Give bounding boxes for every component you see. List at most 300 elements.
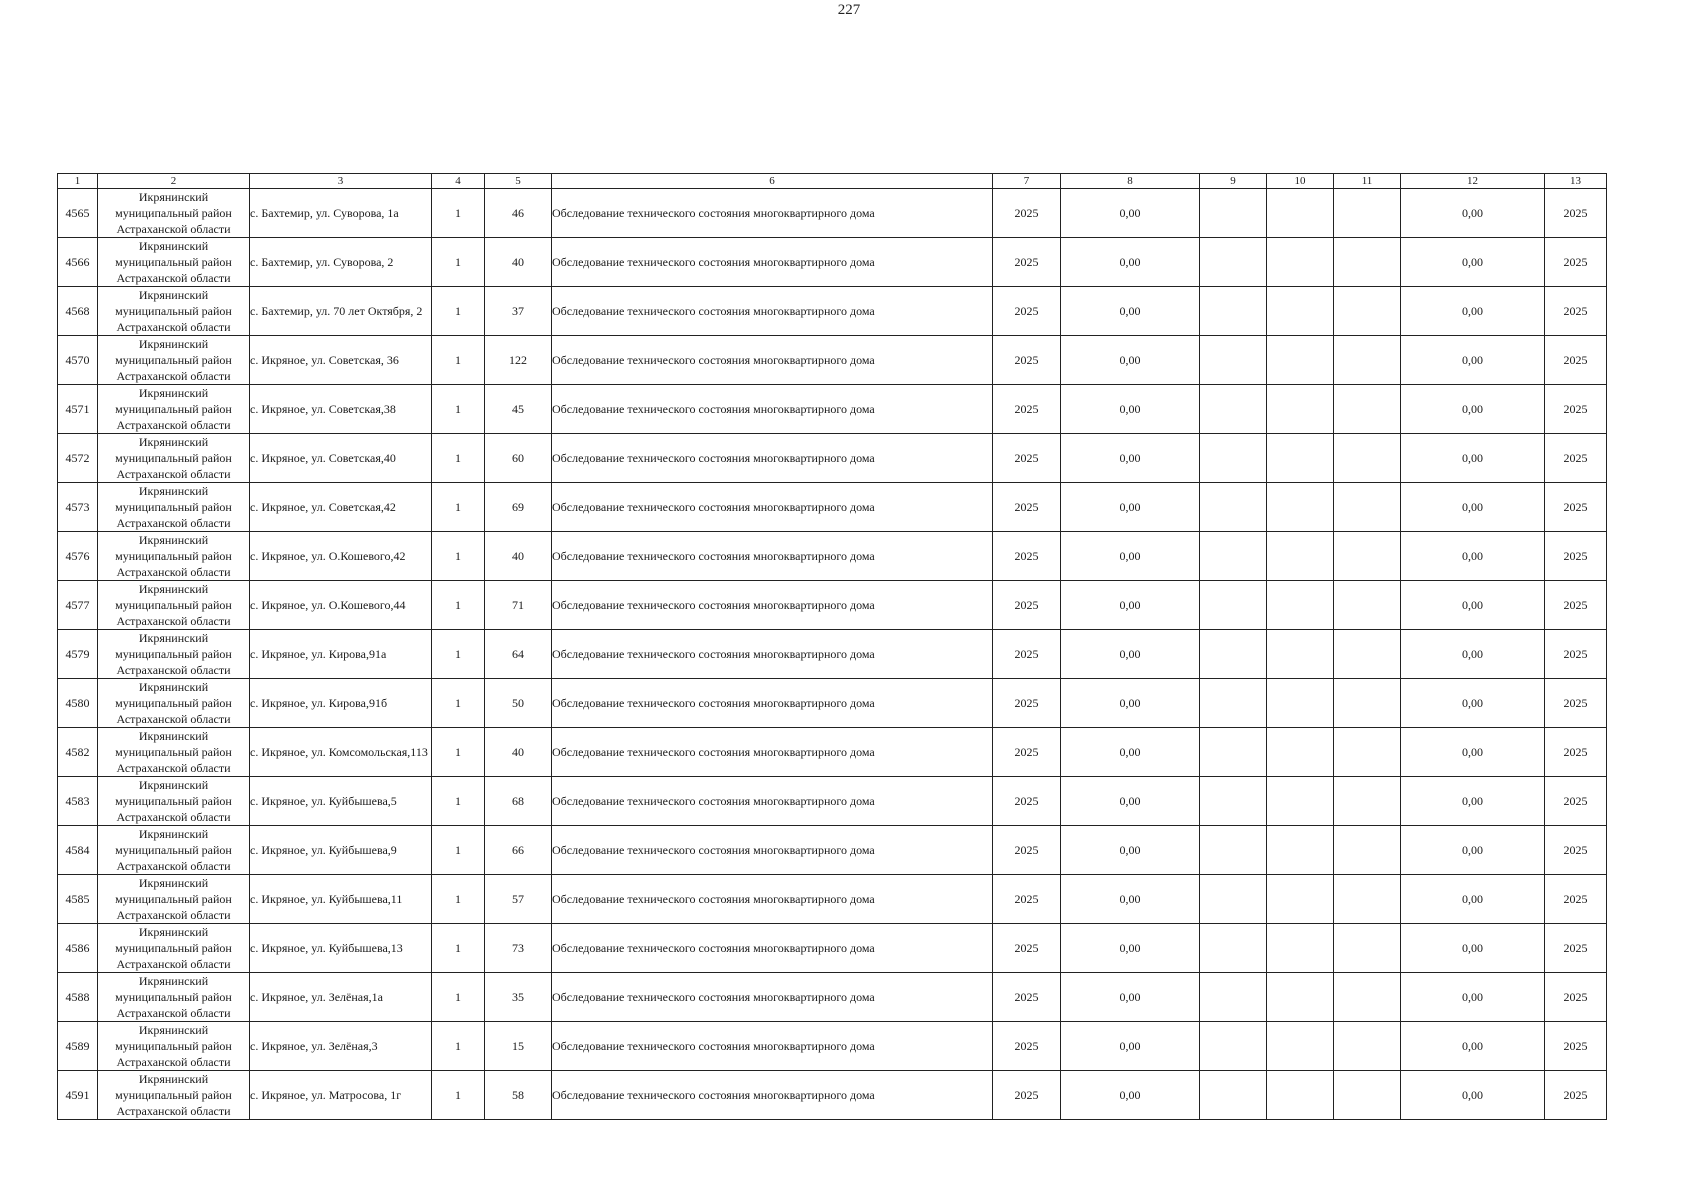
column-10-cell bbox=[1267, 238, 1334, 287]
address-cell: с. Икряное, ул. Зелёная,1а bbox=[250, 973, 432, 1022]
district-line: Астраханской области bbox=[116, 565, 231, 579]
count-cell: 57 bbox=[485, 875, 552, 924]
column-9-cell bbox=[1200, 483, 1267, 532]
work-type-cell: Обследование технического состояния многоквартирного дома bbox=[552, 532, 993, 581]
cost-total-cell: 0,00 bbox=[1401, 973, 1545, 1022]
address-cell: с. Икряное, ул. Зелёная,3 bbox=[250, 1022, 432, 1071]
address-cell: с. Икряное, ул. Советская,38 bbox=[250, 385, 432, 434]
cost-total-cell: 0,00 bbox=[1401, 875, 1545, 924]
column-9-cell bbox=[1200, 189, 1267, 238]
work-type-cell: Обследование технического состояния многоквартирного дома bbox=[552, 1022, 993, 1071]
entrances-cell: 1 bbox=[432, 728, 485, 777]
table-row bbox=[58, 728, 1607, 777]
record-number-cell: 4572 bbox=[58, 434, 98, 483]
district-line: муниципальный район bbox=[115, 549, 232, 563]
cost-cell: 0,00 bbox=[1061, 189, 1200, 238]
district-line: муниципальный район bbox=[115, 451, 232, 465]
cost-total-cell: 0,00 bbox=[1401, 434, 1545, 483]
column-11-cell bbox=[1334, 924, 1401, 973]
district-cell bbox=[98, 189, 250, 238]
completion-year-cell: 2025 bbox=[1545, 973, 1607, 1022]
column-9-cell bbox=[1200, 581, 1267, 630]
cost-cell: 0,00 bbox=[1061, 630, 1200, 679]
address-cell: с. Икряное, ул. Советская,42 bbox=[250, 483, 432, 532]
cost-total-cell: 0,00 bbox=[1401, 336, 1545, 385]
year-cell: 2025 bbox=[993, 1022, 1061, 1071]
column-10-cell bbox=[1267, 483, 1334, 532]
table-row bbox=[58, 1071, 1607, 1120]
completion-year-cell: 2025 bbox=[1545, 189, 1607, 238]
year-cell: 2025 bbox=[993, 679, 1061, 728]
column-9-cell bbox=[1200, 238, 1267, 287]
year-cell: 2025 bbox=[993, 336, 1061, 385]
cost-total-cell: 0,00 bbox=[1401, 189, 1545, 238]
completion-year-cell: 2025 bbox=[1545, 826, 1607, 875]
cost-cell: 0,00 bbox=[1061, 532, 1200, 581]
completion-year-cell: 2025 bbox=[1545, 385, 1607, 434]
table-header bbox=[58, 174, 1607, 189]
column-number-row bbox=[58, 174, 1607, 189]
cost-cell: 0,00 bbox=[1061, 483, 1200, 532]
district-line: Астраханской области bbox=[116, 810, 231, 824]
district-line: муниципальный район bbox=[115, 255, 232, 269]
count-cell: 15 bbox=[485, 1022, 552, 1071]
district-cell bbox=[98, 826, 250, 875]
column-header: 8 bbox=[1061, 174, 1200, 189]
column-10-cell bbox=[1267, 581, 1334, 630]
district-line: Икрянинский bbox=[138, 484, 209, 498]
column-10-cell bbox=[1267, 434, 1334, 483]
table-row bbox=[58, 336, 1607, 385]
year-cell: 2025 bbox=[993, 238, 1061, 287]
table-row bbox=[58, 679, 1607, 728]
count-cell: 37 bbox=[485, 287, 552, 336]
district-cell bbox=[98, 679, 250, 728]
column-11-cell bbox=[1334, 875, 1401, 924]
work-type-cell: Обследование технического состояния многоквартирного дома bbox=[552, 924, 993, 973]
address-cell: с. Икряное, ул. Куйбышева,9 bbox=[250, 826, 432, 875]
district-line: Икрянинский bbox=[138, 729, 209, 743]
cost-cell: 0,00 bbox=[1061, 679, 1200, 728]
district-line: муниципальный район bbox=[115, 941, 232, 955]
column-10-cell bbox=[1267, 924, 1334, 973]
column-11-cell bbox=[1334, 777, 1401, 826]
district-line: Икрянинский bbox=[138, 925, 209, 939]
year-cell: 2025 bbox=[993, 973, 1061, 1022]
entrances-cell: 1 bbox=[432, 679, 485, 728]
district-line: Икрянинский bbox=[138, 288, 209, 302]
district-cell bbox=[98, 434, 250, 483]
record-number-cell: 4566 bbox=[58, 238, 98, 287]
district-cell bbox=[98, 777, 250, 826]
entrances-cell: 1 bbox=[432, 973, 485, 1022]
cost-total-cell: 0,00 bbox=[1401, 728, 1545, 777]
completion-year-cell: 2025 bbox=[1545, 777, 1607, 826]
work-type-cell: Обследование технического состояния многоквартирного дома bbox=[552, 679, 993, 728]
completion-year-cell: 2025 bbox=[1545, 336, 1607, 385]
district-line: муниципальный район bbox=[115, 647, 232, 661]
address-cell: с. Икряное, ул. Советская, 36 bbox=[250, 336, 432, 385]
column-9-cell bbox=[1200, 973, 1267, 1022]
completion-year-cell: 2025 bbox=[1545, 875, 1607, 924]
cost-total-cell: 0,00 bbox=[1401, 1022, 1545, 1071]
table-row bbox=[58, 1022, 1607, 1071]
district-cell bbox=[98, 1022, 250, 1071]
column-9-cell bbox=[1200, 434, 1267, 483]
column-11-cell bbox=[1334, 581, 1401, 630]
district-line: Икрянинский bbox=[138, 974, 209, 988]
column-9-cell bbox=[1200, 1022, 1267, 1071]
entrances-cell: 1 bbox=[432, 924, 485, 973]
count-cell: 50 bbox=[485, 679, 552, 728]
cost-total-cell: 0,00 bbox=[1401, 679, 1545, 728]
district-line: Икрянинский bbox=[138, 1023, 209, 1037]
year-cell: 2025 bbox=[993, 630, 1061, 679]
district-line: муниципальный район bbox=[115, 843, 232, 857]
column-10-cell bbox=[1267, 189, 1334, 238]
count-cell: 40 bbox=[485, 532, 552, 581]
entrances-cell: 1 bbox=[432, 826, 485, 875]
completion-year-cell: 2025 bbox=[1545, 581, 1607, 630]
year-cell: 2025 bbox=[993, 532, 1061, 581]
count-cell: 45 bbox=[485, 385, 552, 434]
record-number-cell: 4573 bbox=[58, 483, 98, 532]
work-type-cell: Обследование технического состояния многоквартирного дома bbox=[552, 287, 993, 336]
district-line: Астраханской области bbox=[116, 614, 231, 628]
count-cell: 40 bbox=[485, 238, 552, 287]
year-cell: 2025 bbox=[993, 1071, 1061, 1120]
year-cell: 2025 bbox=[993, 826, 1061, 875]
district-cell bbox=[98, 532, 250, 581]
record-number-cell: 4589 bbox=[58, 1022, 98, 1071]
column-11-cell bbox=[1334, 287, 1401, 336]
work-type-cell: Обследование технического состояния многоквартирного дома bbox=[552, 875, 993, 924]
column-11-cell bbox=[1334, 826, 1401, 875]
address-cell: с. Икряное, ул. Советская,40 bbox=[250, 434, 432, 483]
count-cell: 60 bbox=[485, 434, 552, 483]
district-line: Икрянинский bbox=[138, 386, 209, 400]
column-9-cell bbox=[1200, 630, 1267, 679]
cost-total-cell: 0,00 bbox=[1401, 630, 1545, 679]
cost-total-cell: 0,00 bbox=[1401, 238, 1545, 287]
entrances-cell: 1 bbox=[432, 434, 485, 483]
column-header: 3 bbox=[250, 174, 432, 189]
work-type-cell: Обследование технического состояния многоквартирного дома bbox=[552, 336, 993, 385]
column-11-cell bbox=[1334, 679, 1401, 728]
work-type-cell: Обследование технического состояния многоквартирного дома bbox=[552, 630, 993, 679]
address-cell: с. Икряное, ул. О.Кошевого,44 bbox=[250, 581, 432, 630]
table-row bbox=[58, 189, 1607, 238]
district-line: Икрянинский bbox=[138, 190, 209, 204]
district-cell bbox=[98, 238, 250, 287]
district-line: Астраханской области bbox=[116, 516, 231, 530]
address-cell: с. Икряное, ул. Комсомольская,113 bbox=[250, 728, 432, 777]
cost-cell: 0,00 bbox=[1061, 875, 1200, 924]
table-row bbox=[58, 434, 1607, 483]
column-10-cell bbox=[1267, 728, 1334, 777]
cost-cell: 0,00 bbox=[1061, 581, 1200, 630]
completion-year-cell: 2025 bbox=[1545, 434, 1607, 483]
cost-cell: 0,00 bbox=[1061, 924, 1200, 973]
work-type-cell: Обследование технического состояния многоквартирного дома bbox=[552, 385, 993, 434]
work-type-cell: Обследование технического состояния многоквартирного дома bbox=[552, 189, 993, 238]
district-line: муниципальный район bbox=[115, 598, 232, 612]
address-cell: с. Бахтемир, ул. 70 лет Октября, 2 bbox=[250, 287, 432, 336]
district-cell bbox=[98, 924, 250, 973]
record-number-cell: 4565 bbox=[58, 189, 98, 238]
column-9-cell bbox=[1200, 532, 1267, 581]
district-line: Икрянинский bbox=[138, 435, 209, 449]
column-10-cell bbox=[1267, 777, 1334, 826]
district-line: муниципальный район bbox=[115, 402, 232, 416]
column-11-cell bbox=[1334, 1022, 1401, 1071]
district-cell bbox=[98, 728, 250, 777]
year-cell: 2025 bbox=[993, 728, 1061, 777]
housing-registry-table bbox=[57, 173, 1607, 1120]
table-row bbox=[58, 287, 1607, 336]
entrances-cell: 1 bbox=[432, 532, 485, 581]
count-cell: 40 bbox=[485, 728, 552, 777]
district-line: муниципальный район bbox=[115, 990, 232, 1004]
district-line: Астраханской области bbox=[116, 761, 231, 775]
district-line: Астраханской области bbox=[116, 418, 231, 432]
table-row bbox=[58, 777, 1607, 826]
column-header: 12 bbox=[1401, 174, 1545, 189]
district-line: муниципальный район bbox=[115, 1088, 232, 1102]
completion-year-cell: 2025 bbox=[1545, 483, 1607, 532]
district-line: Астраханской области bbox=[116, 271, 231, 285]
cost-total-cell: 0,00 bbox=[1401, 287, 1545, 336]
address-cell: с. Икряное, ул. Куйбышева,11 bbox=[250, 875, 432, 924]
cost-total-cell: 0,00 bbox=[1401, 581, 1545, 630]
year-cell: 2025 bbox=[993, 385, 1061, 434]
column-11-cell bbox=[1334, 385, 1401, 434]
work-type-cell: Обследование технического состояния многоквартирного дома bbox=[552, 483, 993, 532]
district-line: Астраханской области bbox=[116, 1006, 231, 1020]
page-number: 227 bbox=[837, 2, 861, 18]
column-11-cell bbox=[1334, 189, 1401, 238]
table-row bbox=[58, 483, 1607, 532]
year-cell: 2025 bbox=[993, 434, 1061, 483]
count-cell: 122 bbox=[485, 336, 552, 385]
completion-year-cell: 2025 bbox=[1545, 1071, 1607, 1120]
count-cell: 68 bbox=[485, 777, 552, 826]
cost-cell: 0,00 bbox=[1061, 1022, 1200, 1071]
column-10-cell bbox=[1267, 385, 1334, 434]
work-type-cell: Обследование технического состояния многоквартирного дома bbox=[552, 973, 993, 1022]
district-line: муниципальный район bbox=[115, 206, 232, 220]
column-header: 1 bbox=[58, 174, 98, 189]
cost-cell: 0,00 bbox=[1061, 777, 1200, 826]
address-cell: с. Икряное, ул. Куйбышева,5 bbox=[250, 777, 432, 826]
column-10-cell bbox=[1267, 1071, 1334, 1120]
district-line: муниципальный район bbox=[115, 892, 232, 906]
cost-cell: 0,00 bbox=[1061, 826, 1200, 875]
column-10-cell bbox=[1267, 336, 1334, 385]
table-row bbox=[58, 826, 1607, 875]
district-cell bbox=[98, 581, 250, 630]
cost-cell: 0,00 bbox=[1061, 336, 1200, 385]
column-11-cell bbox=[1334, 1071, 1401, 1120]
year-cell: 2025 bbox=[993, 483, 1061, 532]
district-line: муниципальный район bbox=[115, 304, 232, 318]
cost-total-cell: 0,00 bbox=[1401, 777, 1545, 826]
cost-cell: 0,00 bbox=[1061, 728, 1200, 777]
column-header: 6 bbox=[552, 174, 993, 189]
district-line: Икрянинский bbox=[138, 876, 209, 890]
column-11-cell bbox=[1334, 630, 1401, 679]
district-cell bbox=[98, 875, 250, 924]
column-9-cell bbox=[1200, 679, 1267, 728]
completion-year-cell: 2025 bbox=[1545, 728, 1607, 777]
column-9-cell bbox=[1200, 1071, 1267, 1120]
district-line: Икрянинский bbox=[138, 582, 209, 596]
column-9-cell bbox=[1200, 336, 1267, 385]
table-row bbox=[58, 875, 1607, 924]
year-cell: 2025 bbox=[993, 581, 1061, 630]
table-row bbox=[58, 973, 1607, 1022]
record-number-cell: 4576 bbox=[58, 532, 98, 581]
table-row bbox=[58, 385, 1607, 434]
completion-year-cell: 2025 bbox=[1545, 924, 1607, 973]
district-line: Астраханской области bbox=[116, 1104, 231, 1118]
district-line: муниципальный район bbox=[115, 353, 232, 367]
column-10-cell bbox=[1267, 875, 1334, 924]
cost-total-cell: 0,00 bbox=[1401, 1071, 1545, 1120]
column-11-cell bbox=[1334, 434, 1401, 483]
year-cell: 2025 bbox=[993, 924, 1061, 973]
column-9-cell bbox=[1200, 875, 1267, 924]
record-number-cell: 4583 bbox=[58, 777, 98, 826]
address-cell: с. Икряное, ул. Кирова,91б bbox=[250, 679, 432, 728]
entrances-cell: 1 bbox=[432, 385, 485, 434]
record-number-cell: 4580 bbox=[58, 679, 98, 728]
work-type-cell: Обследование технического состояния многоквартирного дома bbox=[552, 728, 993, 777]
district-line: Икрянинский bbox=[138, 827, 209, 841]
entrances-cell: 1 bbox=[432, 238, 485, 287]
district-line: Икрянинский bbox=[138, 680, 209, 694]
work-type-cell: Обследование технического состояния многоквартирного дома bbox=[552, 826, 993, 875]
table-row bbox=[58, 924, 1607, 973]
district-line: Астраханской области bbox=[116, 222, 231, 236]
district-line: Икрянинский bbox=[138, 239, 209, 253]
record-number-cell: 4584 bbox=[58, 826, 98, 875]
year-cell: 2025 bbox=[993, 875, 1061, 924]
district-line: Астраханской области bbox=[116, 908, 231, 922]
count-cell: 71 bbox=[485, 581, 552, 630]
completion-year-cell: 2025 bbox=[1545, 630, 1607, 679]
address-cell: с. Икряное, ул. Кирова,91а bbox=[250, 630, 432, 679]
column-9-cell bbox=[1200, 385, 1267, 434]
record-number-cell: 4586 bbox=[58, 924, 98, 973]
completion-year-cell: 2025 bbox=[1545, 679, 1607, 728]
record-number-cell: 4582 bbox=[58, 728, 98, 777]
district-cell bbox=[98, 973, 250, 1022]
column-10-cell bbox=[1267, 532, 1334, 581]
entrances-cell: 1 bbox=[432, 336, 485, 385]
column-10-cell bbox=[1267, 287, 1334, 336]
column-10-cell bbox=[1267, 1022, 1334, 1071]
cost-total-cell: 0,00 bbox=[1401, 826, 1545, 875]
table-row bbox=[58, 581, 1607, 630]
entrances-cell: 1 bbox=[432, 483, 485, 532]
district-cell bbox=[98, 385, 250, 434]
count-cell: 69 bbox=[485, 483, 552, 532]
column-10-cell bbox=[1267, 679, 1334, 728]
work-type-cell: Обследование технического состояния многоквартирного дома bbox=[552, 238, 993, 287]
district-line: муниципальный район bbox=[115, 794, 232, 808]
cost-total-cell: 0,00 bbox=[1401, 385, 1545, 434]
district-line: Икрянинский bbox=[138, 631, 209, 645]
entrances-cell: 1 bbox=[432, 1071, 485, 1120]
entrances-cell: 1 bbox=[432, 189, 485, 238]
completion-year-cell: 2025 bbox=[1545, 287, 1607, 336]
work-type-cell: Обследование технического состояния многоквартирного дома bbox=[552, 581, 993, 630]
count-cell: 66 bbox=[485, 826, 552, 875]
column-11-cell bbox=[1334, 532, 1401, 581]
column-9-cell bbox=[1200, 287, 1267, 336]
column-header: 9 bbox=[1200, 174, 1267, 189]
cost-cell: 0,00 bbox=[1061, 385, 1200, 434]
entrances-cell: 1 bbox=[432, 287, 485, 336]
district-line: Икрянинский bbox=[138, 337, 209, 351]
count-cell: 73 bbox=[485, 924, 552, 973]
cost-cell: 0,00 bbox=[1061, 287, 1200, 336]
entrances-cell: 1 bbox=[432, 875, 485, 924]
record-number-cell: 4577 bbox=[58, 581, 98, 630]
district-cell bbox=[98, 336, 250, 385]
entrances-cell: 1 bbox=[432, 630, 485, 679]
column-10-cell bbox=[1267, 973, 1334, 1022]
year-cell: 2025 bbox=[993, 777, 1061, 826]
district-cell bbox=[98, 483, 250, 532]
district-line: муниципальный район bbox=[115, 500, 232, 514]
column-header: 4 bbox=[432, 174, 485, 189]
table-row bbox=[58, 630, 1607, 679]
cost-total-cell: 0,00 bbox=[1401, 532, 1545, 581]
district-line: муниципальный район bbox=[115, 745, 232, 759]
district-line: Астраханской области bbox=[116, 957, 231, 971]
district-line: Астраханской области bbox=[116, 320, 231, 334]
address-cell: с. Икряное, ул. Матросова, 1г bbox=[250, 1071, 432, 1120]
work-type-cell: Обследование технического состояния многоквартирного дома bbox=[552, 777, 993, 826]
table-row bbox=[58, 532, 1607, 581]
address-cell: с. Икряное, ул. О.Кошевого,42 bbox=[250, 532, 432, 581]
column-10-cell bbox=[1267, 826, 1334, 875]
district-line: Астраханской области bbox=[116, 663, 231, 677]
table-row bbox=[58, 238, 1607, 287]
district-line: Астраханской области bbox=[116, 712, 231, 726]
district-cell bbox=[98, 1071, 250, 1120]
district-cell bbox=[98, 630, 250, 679]
column-header: 13 bbox=[1545, 174, 1607, 189]
district-line: Астраханской области bbox=[116, 1055, 231, 1069]
completion-year-cell: 2025 bbox=[1545, 238, 1607, 287]
year-cell: 2025 bbox=[993, 287, 1061, 336]
cost-cell: 0,00 bbox=[1061, 1071, 1200, 1120]
address-cell: с. Бахтемир, ул. Суворова, 2 bbox=[250, 238, 432, 287]
column-11-cell bbox=[1334, 238, 1401, 287]
record-number-cell: 4579 bbox=[58, 630, 98, 679]
record-number-cell: 4585 bbox=[58, 875, 98, 924]
district-line: Астраханской области bbox=[116, 467, 231, 481]
record-number-cell: 4570 bbox=[58, 336, 98, 385]
column-header: 7 bbox=[993, 174, 1061, 189]
count-cell: 46 bbox=[485, 189, 552, 238]
column-header: 10 bbox=[1267, 174, 1334, 189]
address-cell: с. Бахтемир, ул. Суворова, 1а bbox=[250, 189, 432, 238]
entrances-cell: 1 bbox=[432, 581, 485, 630]
